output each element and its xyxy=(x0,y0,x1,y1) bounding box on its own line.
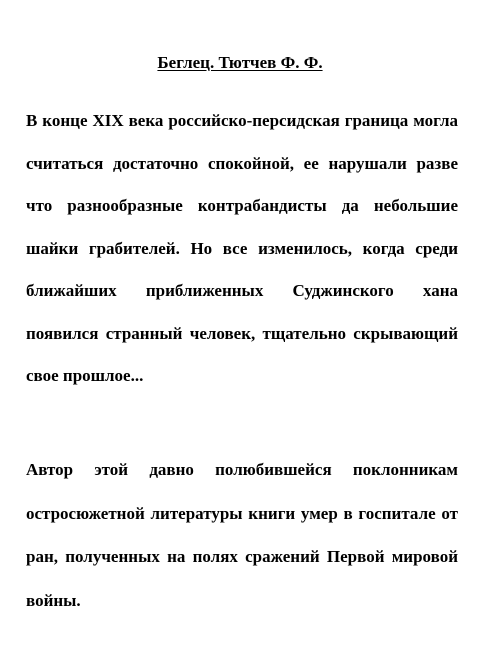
paragraph-author-note: Автор этой давно полюбившейся поклонникам остросюжетной литературы книги умер в госпитале от ран, полученных на полях сражений Первой мировой войны. xyxy=(26,460,458,610)
paragraph-synopsis: В конце XIX века российско-персидская граница могла считаться достаточно спокойной, ее нарушали разве что разнообразные контрабандисты да небольшие шайки грабителей. Но все изменилось, когда среди ближайших приближенных Суджинского хана появился странный человек, тщательно скрывающий свое прошлое... xyxy=(26,111,458,385)
title-text: Беглец. Тютчев Ф. Ф. xyxy=(157,53,323,72)
document-title xyxy=(0,51,480,75)
